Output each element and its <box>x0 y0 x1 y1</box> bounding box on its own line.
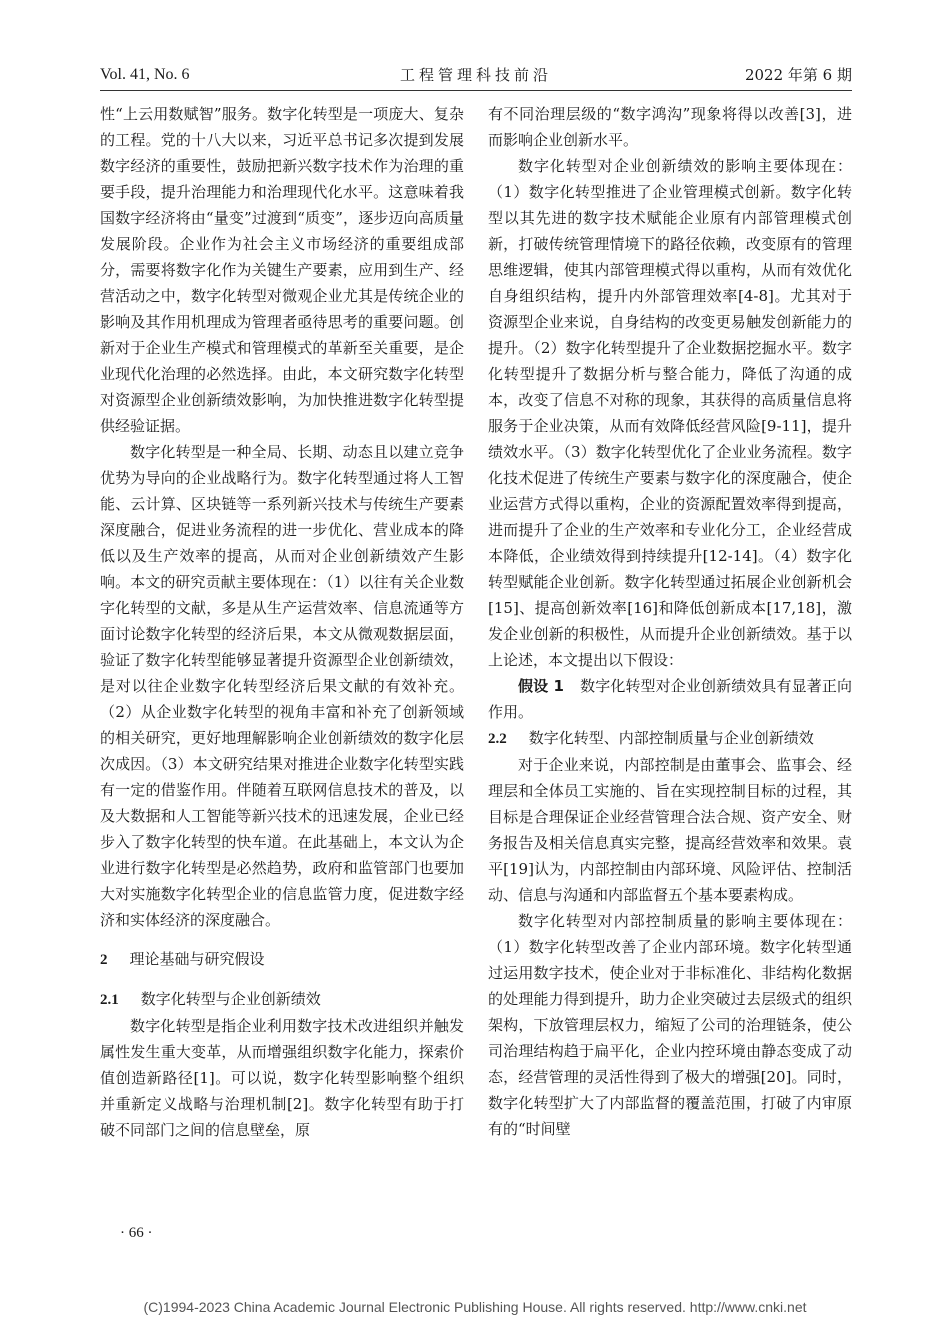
subsection-heading: 2.1 数字化转型与企业创新绩效 <box>100 990 321 1008</box>
section-heading: 2 理论基础与研究假设 <box>100 950 265 968</box>
hypothesis <box>488 673 852 725</box>
hypothesis-text: 数字化转型对企业创新绩效具有显著正向作用。 <box>488 677 852 721</box>
right-column <box>488 101 852 1142</box>
issue-label: 2022 年第 6 期 <box>744 66 852 84</box>
subsection-heading: 2.2 数字化转型、内部控制质量与企业创新绩效 <box>488 729 814 747</box>
header-rule <box>100 90 852 91</box>
body-paragraph: 有不同治理层级的“数字鸿沟”现象将得以改善[3]，进而影响企业创新水平。 <box>488 105 852 149</box>
running-header <box>100 62 852 88</box>
left-column <box>100 101 464 1143</box>
body-paragraph: 数字化转型对企业创新绩效的影响主要体现在：（1）数字化转型推进了企业管理模式创新。数字化转型以其先进的数字技术赋能企业原有内部管理模式创新，打破传统管理情境下的路径依赖，改变原有的管理思维逻辑，使其内部管理模式得以重构，从而有效优化自身组织结构，提升内外部管理效率[4-8]。尤其对于资源型企业来说，自身结构的改变更易触发创新能力的提升。（2）数字化转型提升了企业数据挖掘水平。数字化转型提升了数据分析与整合能力，降低了沟通的成本，改变了信息不对称的现象，其获得的高质量信息将服务于企业决策，从而有效降低经营风险[9-11]，提升绩效水平。（3）数字化转型优化了企业业务流程。数字化技术促进了传统生产要素与数字化的深度融合，使企业运营方式得以重构，企业的资源配置效率得到提高，进而提升了企业的生产效率和专业化分工，企业经营成本降低，企业绩效得到持续提升[12-14]。（4）数字化转型赋能企业创新。数字化转型通过拓展企业创新机会[15]、提高创新效率[16]和降低创新成本[17,18]，激发企业创新的积极性，从而提升企业创新绩效。基于以上论述，本文提出以下假设： <box>488 157 852 669</box>
volume-label: Vol. 41, No. 6 <box>100 66 190 83</box>
body-paragraph: 性“上云用数赋智”服务。数字化转型是一项庞大、复杂的工程。党的十八大以来，习近平总书记多次提到发展数字经济的重要性，鼓励把新兴数字技术作为治理的重要手段，提升治理能力和治理现代化水平。这意味着我国数字经济将由“量变”过渡到“质变”，逐步迈向高质量发展阶段。企业作为社会主义市场经济的重要组成部分，需要将数字化作为关键生产要素，应用到生产、经营活动之中，数字化转型对微观企业尤其是传统企业的影响及其作用机理成为管理者亟待思考的重要问题。创新对于企业生产模式和管理模式的革新至关重要，是企业现代化治理的必然选择。由此，本文研究数字化转型对资源型企业创新绩效影响，为加快推进数字化转型提供经验证据。 <box>100 105 464 435</box>
page-number: · 66 · <box>120 1225 153 1241</box>
body-paragraph: 数字化转型是一种全局、长期、动态且以建立竞争优势为导向的企业战略行为。数字化转型通过将人工智能、云计算、区块链等一系列新兴技术与传统生产要素深度融合，促进业务流程的进一步优化、营业成本的降低以及生产效率的提高，从而对企业创新绩效产生影响。本文的研究贡献主要体现在：（1）以往有关企业数字化转型的文献，多是从生产运营效率、信息流通等方面讨论数字化转型的经济后果，本文从微观数据层面，验证了数字化转型能够显著提升资源型企业创新绩效，是对以往企业数字化转型经济后果文献的有效补充。（2）从企业数字化转型的视角丰富和补充了创新领域的相关研究，更好地理解影响企业创新绩效的数字化层次成因。（3）本文研究结果对推进企业数字化转型实践有一定的借鉴作用。伴随着互联网信息技术的普及，以及大数据和人工智能等新兴技术的迅速发展，企业已经步入了数字化转型的快车道。在此基础上，本文认为企业进行数字化转型是必然趋势，政府和监管部门也要加大对实施数字化转型企业的信息监管力度，促进数字经济和实体经济的深度融合。 <box>100 443 464 929</box>
copyright-footer: (C)1994-2023 China Academic Journal Electronic Publishing House. All rights reserved. http://www.cnki.net <box>143 1299 807 1315</box>
body-paragraph: 数字化转型对内部控制质量的影响主要体现在：（1）数字化转型改善了企业内部环境。数字化转型通过运用数字技术，使企业对于非标准化、非结构化数据的处理能力得到提升，助力企业突破过去层级式的组织架构，下放管理层权力，缩短了公司的治理链条，使公司治理结构趋于扁平化，企业内控环境由静态变成了动态，经营管理的灵活性得到了极大的增强[20]。同时，数字化转型扩大了内部监督的覆盖范围，打破了内审原有的“时间壁 <box>488 912 852 1138</box>
body-paragraph: 对于企业来说，内部控制是由董事会、监事会、经理层和全体员工实施的、旨在实现控制目标的过程，其目标是合理保证企业经营管理合法合规、资产安全、财务报告及相关信息真实完整，提高经营效率和效果。袁平[19]认为，内部控制由内部环境、风险评估、控制活动、信息与沟通和内部监督五个基本要素构成。 <box>488 756 852 904</box>
hypothesis-label: 假设 1 <box>518 677 564 695</box>
body-paragraph: 数字化转型是指企业利用数字技术改进组织并触发属性发生重大变革，从而增强组织数字化能力，探索价值创造新路径[1]。可以说，数字化转型影响整个组织并重新定义战略与治理机制[2]。数字化转型有助于打破不同部门之间的信息壁垒，原 <box>100 1017 464 1139</box>
journal-title: 工程管理科技前沿 <box>399 66 552 84</box>
